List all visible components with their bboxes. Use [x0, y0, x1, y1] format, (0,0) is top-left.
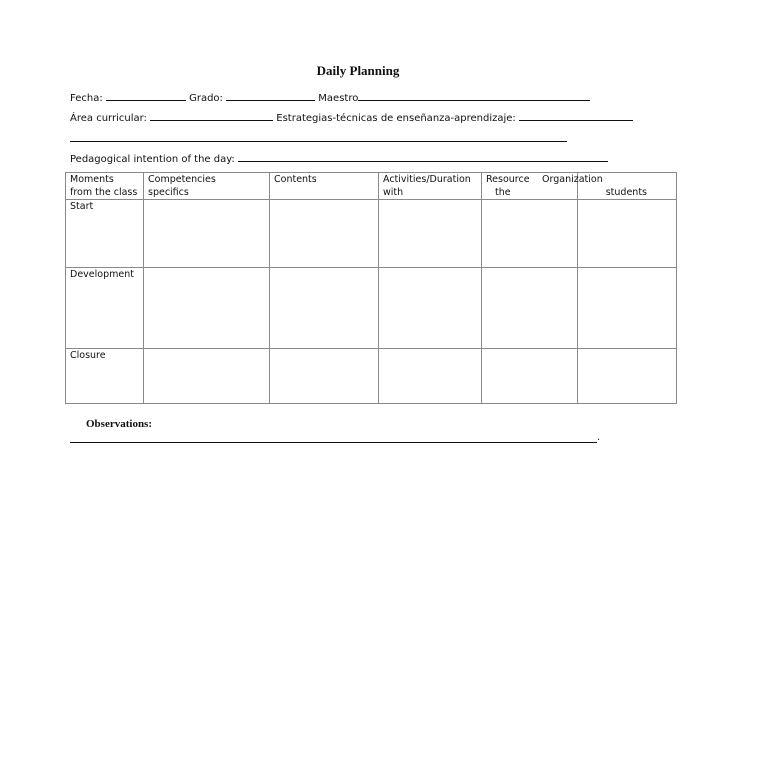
area-label: Área curricular:: [70, 113, 147, 124]
table-row: [66, 200, 677, 268]
estrategias-field[interactable]: [519, 110, 633, 121]
maestro-field[interactable]: [358, 90, 590, 101]
observations-period: .: [597, 432, 601, 443]
table-cell[interactable]: [482, 349, 578, 404]
header-line-1: [70, 90, 590, 105]
fecha-field[interactable]: [106, 90, 186, 101]
header-activities: Activities/Duration with: [379, 173, 482, 200]
header-contents: Contents: [270, 173, 379, 200]
estrategias-continuation-field[interactable]: [70, 131, 567, 142]
table-header-row: [66, 173, 677, 200]
row-label-development: Development: [66, 268, 144, 349]
table-cell[interactable]: [482, 200, 578, 268]
header-line-4: [70, 151, 608, 166]
area-field[interactable]: [150, 110, 273, 121]
table-cell[interactable]: [578, 268, 677, 349]
table-row: [66, 349, 677, 404]
header-organization-text: Organization: [542, 174, 603, 185]
table-cell[interactable]: [578, 200, 677, 268]
row-label-start: Start: [66, 200, 144, 268]
table-cell[interactable]: [578, 349, 677, 404]
grado-field[interactable]: [226, 90, 315, 101]
table-cell[interactable]: [482, 268, 578, 349]
header-organization: students: [578, 173, 677, 200]
table-cell[interactable]: [379, 200, 482, 268]
header-competencies: Competencies specifics: [144, 173, 270, 200]
header-line-2: [70, 110, 633, 125]
table-cell[interactable]: [270, 200, 379, 268]
header-moments: Moments from the class: [66, 173, 144, 200]
estrategias-label: Estrategias-técnicas de enseñanza-aprendizaje:: [276, 113, 516, 124]
grado-label: Grado:: [189, 93, 223, 104]
row-label-closure: Closure: [66, 349, 144, 404]
table-cell[interactable]: [270, 349, 379, 404]
table-cell[interactable]: [144, 349, 270, 404]
table-cell[interactable]: [144, 268, 270, 349]
header-line-3: [70, 131, 567, 146]
fecha-label: Fecha:: [70, 93, 103, 104]
table-cell[interactable]: [270, 268, 379, 349]
table-row: [66, 268, 677, 349]
page-title: Daily Planning: [316, 63, 400, 78]
intention-field[interactable]: [238, 151, 608, 162]
planning-table: [65, 172, 677, 404]
table-cell[interactable]: [379, 349, 482, 404]
table-cell[interactable]: [379, 268, 482, 349]
table-cell[interactable]: [144, 200, 270, 268]
header-resource: Resource the Organization: [482, 173, 578, 200]
intention-label: Pedagogical intention of the day:: [70, 154, 235, 165]
observations-label: Observations:: [86, 418, 152, 430]
observations-field[interactable]: [70, 430, 597, 443]
maestro-label: Maestro: [318, 93, 359, 104]
